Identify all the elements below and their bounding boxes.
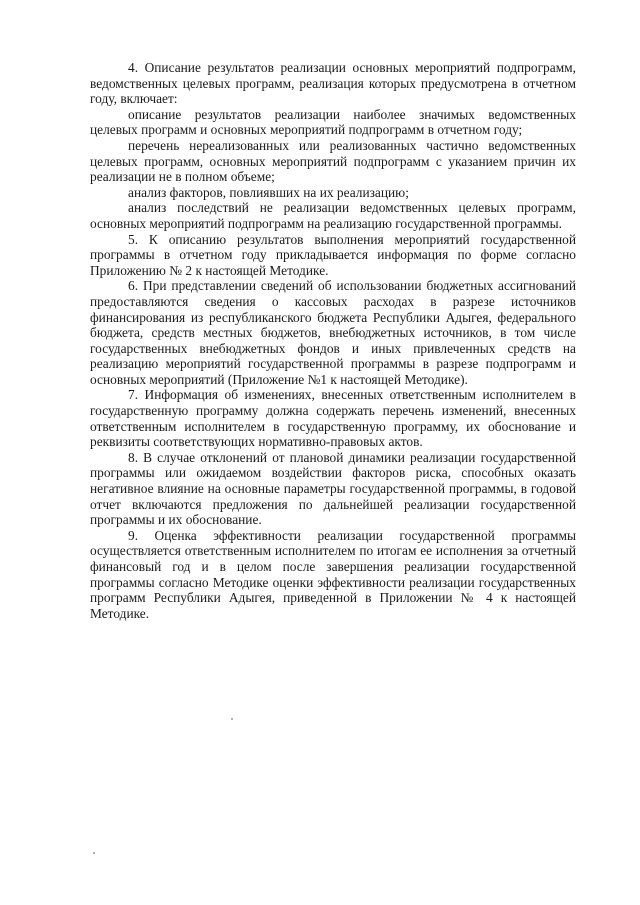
paragraph-5: 5. К описанию результатов выполнения мероприятий государственной программы в отчетном году прикладывается информация по форме согласно Приложению № 2 к настоящей Методике. xyxy=(90,231,576,278)
paragraph-4-item-significant: описание результатов реализации наиболее значимых ведомственных целевых программ и основных мероприятий подпрограмм в отчетном году; xyxy=(90,106,576,138)
document-page xyxy=(90,60,576,621)
paragraph-4-item-factors: анализ факторов, повлиявших на их реализацию; xyxy=(128,184,409,200)
scan-speck xyxy=(231,718,233,720)
paragraph-4: 4. Описание результатов реализации основных мероприятий подпрограмм, ведомственных целевых программ, реализация которых предусмотрена в отчетном году, включает: xyxy=(90,60,576,107)
paragraph-9: 9. Оценка эффективности реализации государственной программы осуществляется ответственным исполнителем по итогам ее исполнения за отчетный финансовый год и в целом после завершения реализации государственной программы согласно Методике оценки эффективности реализации государственных программ Республики Адыгея, приведенной в Приложении № 4 к настоящей Методике. xyxy=(90,527,576,621)
paragraph-4-item-unrealized: перечень нереализованных или реализованных частично ведомственных целевых программ, основных мероприятий подпрограмм с указанием причин их реализации не в полном объеме; xyxy=(90,137,576,185)
paragraph-4-item-consequences: анализ последствий не реализации ведомственных целевых программ, основных мероприятий подпрограмм на реализацию государственной программы. xyxy=(90,200,576,231)
paragraph-8: 8. В случае отклонений от плановой динамики реализации государственной программы или ожидаемом воздействии факторов риска, способных оказать негативное влияние на основные параметры государственной программы, в годовой отчет включаются предложения по дальнейшей реализации государственной программы и их обоснование. xyxy=(90,449,576,528)
paragraph-7: 7. Информация об изменениях, внесенных ответственным исполнителем в государственную программу должна содержать перечень изменений, внесенных ответственным исполнителем в государственную программу, их обоснование и реквизиты соответствующих нормативно-правовых актов. xyxy=(90,387,576,450)
scan-speck xyxy=(93,852,95,854)
paragraph-6: 6. При представлении сведений об использовании бюджетных ассигнований предоставляются сведения о кассовых расходах в разрезе источников финансирования из республиканского бюджета Республики Адыгея, федерального бюджета, средств местных бюджетов, внебюджетных источников, в том числе государственных внебюджетных фондов и иных привлеченных средств на реализацию мероприятий государственной программы в разрезе подпрограмм и основных мероприятий (Приложение №1 к настоящей Методике). xyxy=(90,278,576,387)
